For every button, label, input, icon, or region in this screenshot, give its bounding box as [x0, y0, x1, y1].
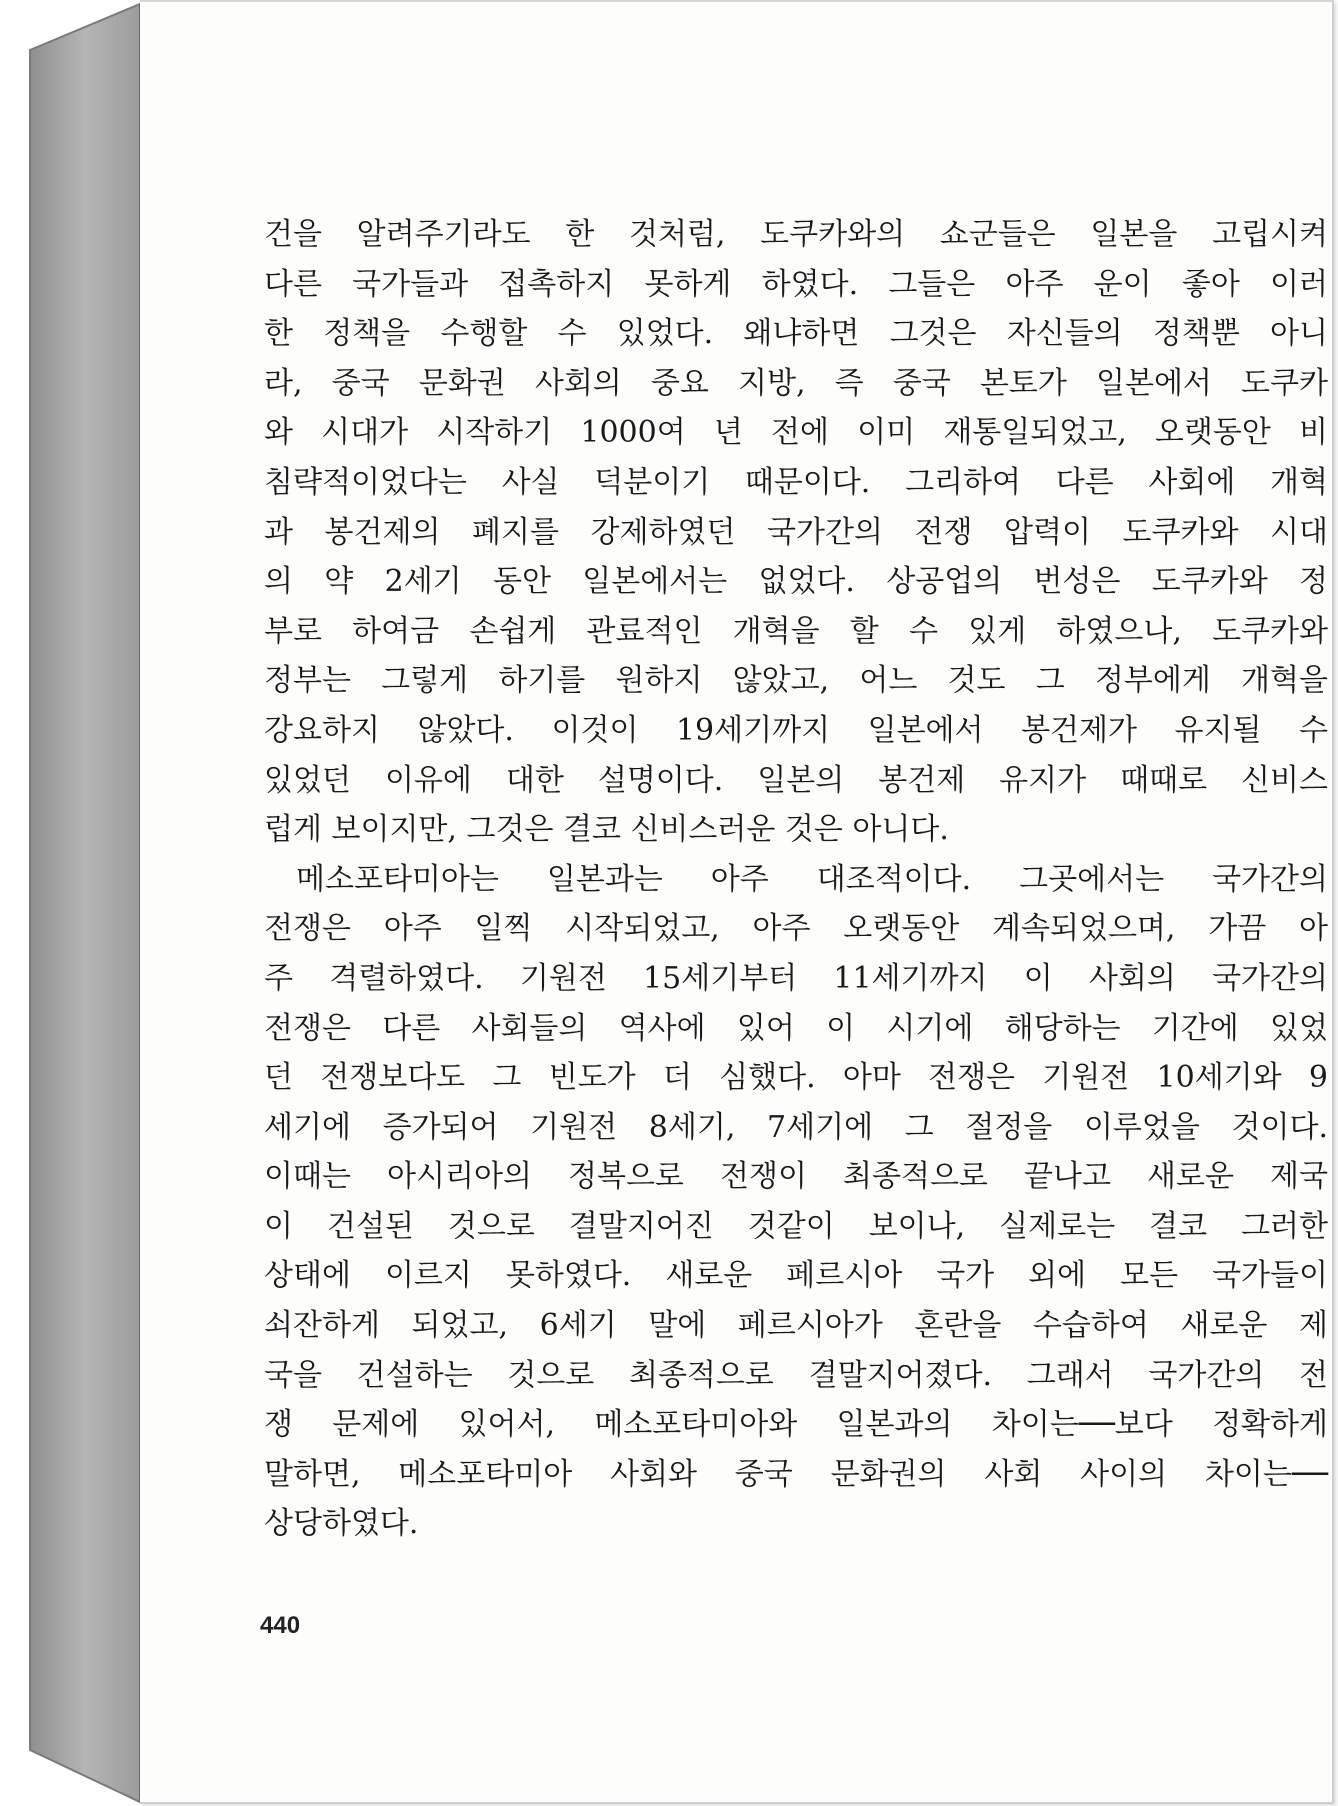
text-line: 있었던 이유에 대한 설명이다. 일본의 봉건제 유지가 때때로 신비스	[264, 762, 1328, 798]
text-line: 쟁 문제에 있어서, 메소포타미아와 일본과의 차이는──보다 정확하게	[264, 1407, 1328, 1443]
text-line: 건을 알려주기라도 한 것처럼, 도쿠카와의 쇼군들은 일본을 고립시켜	[264, 217, 1328, 252]
text-line: 다른 국가들과 접촉하지 못하게 하였다. 그들은 아주 운이 좋아 이러	[264, 266, 1328, 302]
text-line: 럽게 보이지만, 그것은 결코 신비스러운 것은 아니다.	[264, 812, 949, 848]
text-line: 강요하지 않았다. 이것이 19세기까지 일본에서 봉건제가 유지될 수	[264, 712, 1328, 748]
text-line: 과 봉건제의 폐지를 강제하였던 국가간의 전쟁 압력이 도쿠카와 시대	[264, 514, 1328, 550]
text-line: 침략적이었다는 사실 덕분이기 때문이다. 그리하여 다른 사회에 개혁	[264, 464, 1328, 500]
paragraph	[264, 855, 1328, 1549]
book-spine	[0, 0, 150, 1806]
text-line: 말하면, 메소포타미아 사회와 중국 문화권의 사회 사이의 차이는──	[264, 1456, 1328, 1492]
text-line: 던 전쟁보다도 그 빈도가 더 심했다. 아마 전쟁은 기원전 10세기와 9	[264, 1060, 1328, 1096]
text-line: 상당하였다.	[264, 1506, 419, 1542]
text-line: 라, 중국 문화권 사회의 중요 지방, 즉 중국 본토가 일본에서 도쿠카	[264, 365, 1328, 401]
body-text	[264, 210, 1328, 1549]
text-line: 와 시대가 시작하기 1000여 년 전에 이미 재통일되었고, 오랫동안 비	[264, 415, 1328, 451]
text-line: 쇠잔하게 되었고, 6세기 말에 페르시아가 혼란을 수습하여 새로운 제	[264, 1308, 1328, 1344]
book-page	[140, 0, 1334, 1804]
text-line: 정부는 그렇게 하기를 원하지 않았고, 어느 것도 그 정부에게 개혁을	[264, 663, 1328, 699]
text-line: 의 약 2세기 동안 일본에서는 없었다. 상공업의 번성은 도쿠카와 정	[264, 564, 1328, 600]
text-line: 전쟁은 다른 사회들의 역사에 있어 이 시기에 해당하는 기간에 있었	[264, 1010, 1328, 1046]
text-line: 전쟁은 아주 일찍 시작되었고, 아주 오랫동안 계속되었으며, 가끔 아	[264, 911, 1328, 947]
text-line: 상태에 이르지 못하였다. 새로운 페르시아 국가 외에 모든 국가들이	[264, 1258, 1328, 1294]
text-line: 국을 건설하는 것으로 최종적으로 결말지어졌다. 그래서 국가간의 전	[264, 1357, 1328, 1393]
text-line: 이때는 아시리아의 정복으로 전쟁이 최종적으로 끝나고 새로운 제국	[264, 1159, 1328, 1195]
text-line: 메소포타미아는 일본과는 아주 대조적이다. 그곳에서는 국가간의	[296, 861, 1328, 897]
text-line: 부로 하여금 손쉽게 관료적인 개혁을 할 수 있게 하였으나, 도쿠카와	[264, 613, 1328, 649]
page-number: 440	[260, 1612, 301, 1639]
paragraph	[264, 210, 1328, 855]
text-line: 주 격렬하였다. 기원전 15세기부터 11세기까지 이 사회의 국가간의	[264, 960, 1328, 996]
text-line: 이 건설된 것으로 결말지어진 것같이 보이나, 실제로는 결코 그러한	[264, 1208, 1328, 1244]
text-line: 한 정책을 수행할 수 있었다. 왜냐하면 그것은 자신들의 정책뿐 아니	[264, 316, 1328, 352]
text-line: 세기에 증가되어 기원전 8세기, 7세기에 그 절정을 이루었을 것이다.	[264, 1109, 1328, 1145]
